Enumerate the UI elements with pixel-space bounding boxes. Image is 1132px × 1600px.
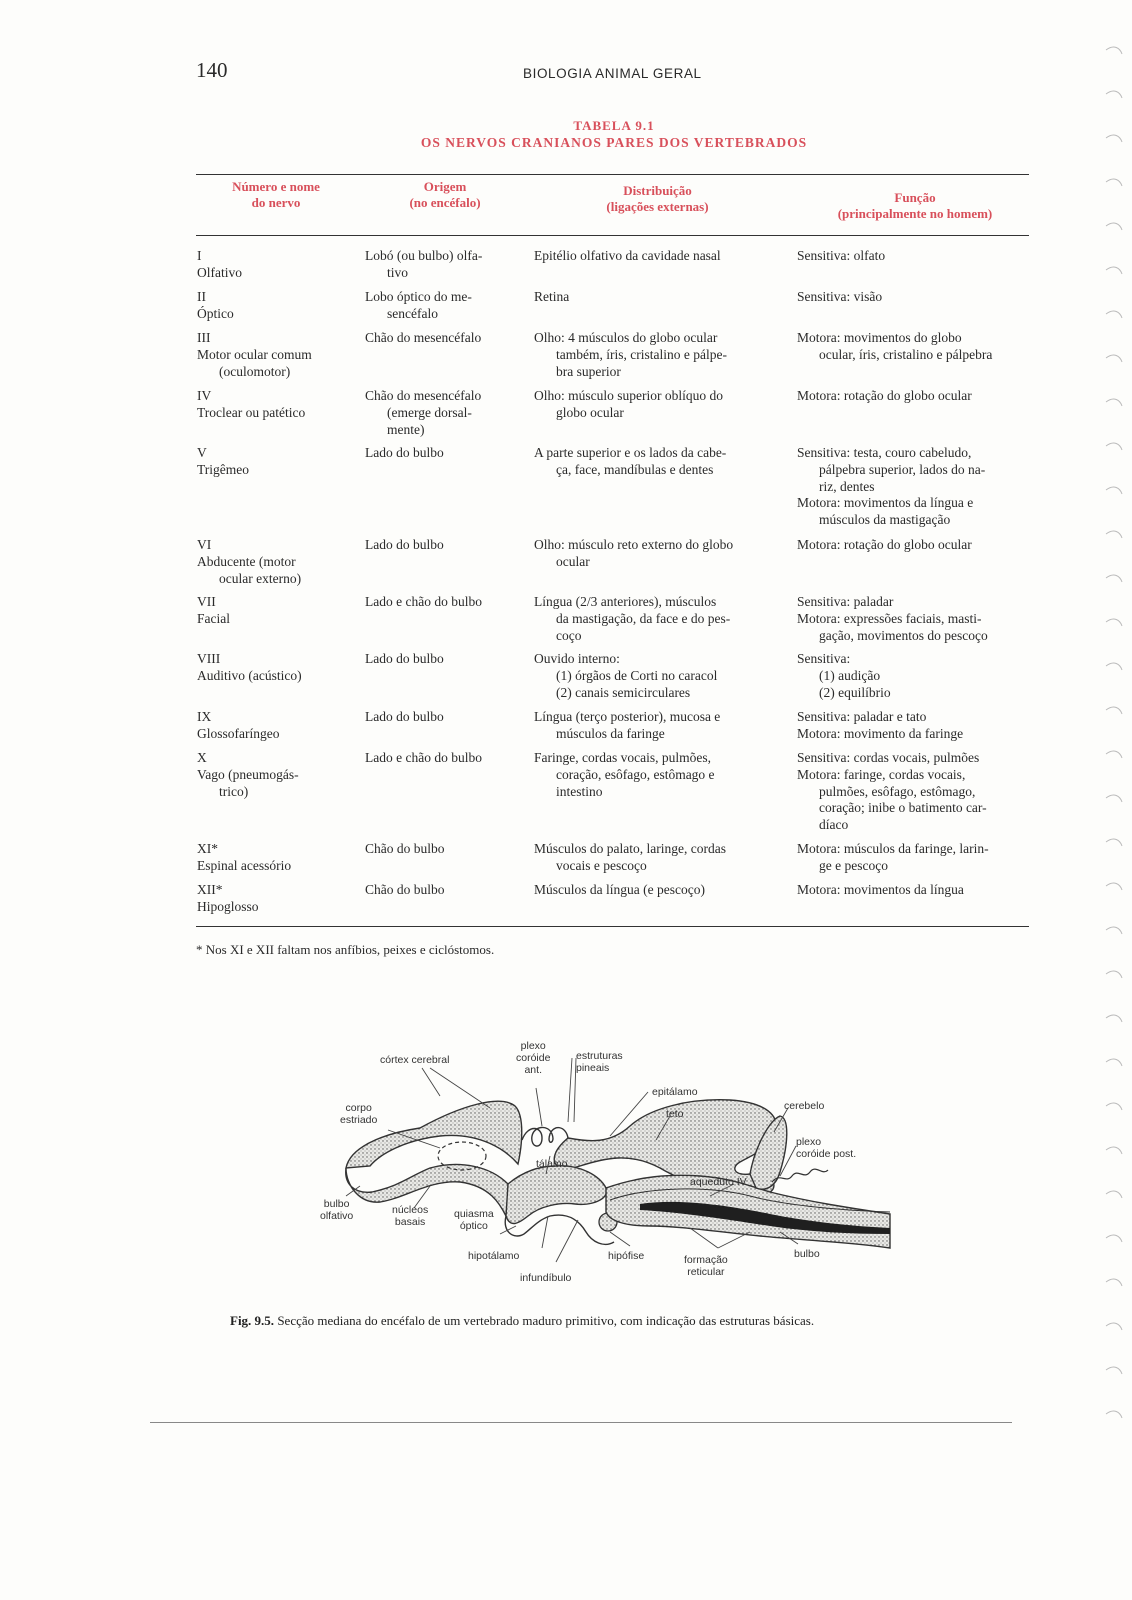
table-cell-line: Motora: movimentos do globo bbox=[797, 330, 962, 345]
table-cell-line: IV bbox=[197, 388, 212, 403]
label-anterior-choroid-plexus: plexo coróide ant. bbox=[516, 1040, 551, 1076]
table-cell-line: tivo bbox=[387, 264, 409, 280]
binding-hole-mark bbox=[1106, 311, 1122, 318]
table-cell-line: Trigêmeo bbox=[197, 461, 250, 477]
table-cell-line: Motora: músculos da faringe, larin- bbox=[797, 841, 989, 856]
table-cell bbox=[797, 594, 1028, 644]
label-reticular-formation: formação reticular bbox=[684, 1254, 728, 1278]
table-cell bbox=[197, 594, 357, 628]
label-tectum: teto bbox=[666, 1108, 684, 1120]
binding-hole-mark bbox=[1106, 223, 1122, 230]
table-cell bbox=[797, 709, 1028, 743]
column-header-line: do nervo bbox=[251, 195, 301, 210]
table-cell-line: Retina bbox=[534, 289, 570, 304]
table-cell-line: Espinal acessório bbox=[197, 857, 292, 873]
column-header-line: Função bbox=[894, 190, 936, 205]
binding-hole-mark bbox=[1106, 1235, 1122, 1242]
binding-hole-mark bbox=[1106, 971, 1122, 978]
column-header-line: Distribuição bbox=[623, 183, 692, 198]
binding-hole-mark bbox=[1106, 751, 1122, 758]
label-infundibulum: infundíbulo bbox=[520, 1272, 572, 1284]
table-cell-line: Olfativo bbox=[197, 264, 242, 280]
table-cell bbox=[534, 882, 766, 899]
binding-hole-mark bbox=[1106, 267, 1122, 274]
table-footnote: * Nos XI e XII faltam nos anfíbios, peixes e ciclóstomos. bbox=[196, 942, 495, 957]
table-cell-line: ocular, íris, cristalino e pálpebra bbox=[819, 346, 993, 362]
column-header-line: Origem bbox=[423, 179, 467, 194]
label-optic-chiasm: quiasma óptico bbox=[454, 1208, 494, 1232]
table-cell-line: X bbox=[197, 750, 207, 765]
column-header-line: Número e nome bbox=[232, 179, 320, 194]
table-cell bbox=[197, 750, 357, 800]
table-cell bbox=[197, 289, 357, 323]
table-cell bbox=[534, 445, 766, 479]
table-cell-line: Músculos do palato, laringe, cordas bbox=[534, 841, 726, 856]
binding-hole-mark bbox=[1106, 1411, 1122, 1418]
table-cell bbox=[365, 537, 505, 554]
table-cell-line: XII* bbox=[197, 882, 223, 897]
binding-hole-mark bbox=[1106, 487, 1122, 494]
label-basal-nuclei: núcleos basais bbox=[392, 1204, 429, 1228]
label-epithalamus: epitálamo bbox=[652, 1086, 698, 1098]
table-cell bbox=[797, 248, 1028, 265]
table-cell bbox=[797, 330, 1028, 364]
table-cell-line: pulmões, esôfago, estômago, bbox=[819, 783, 976, 799]
table-cell-line: Lobo óptico do me- bbox=[365, 289, 472, 304]
table-cell-line: Língua (terço posterior), mucosa e bbox=[534, 709, 721, 724]
binding-hole-mark bbox=[1106, 839, 1122, 846]
table-cell bbox=[365, 445, 505, 462]
column-header bbox=[196, 179, 356, 211]
table-cell-line: Lado do bulbo bbox=[365, 537, 444, 552]
table-cell bbox=[365, 248, 505, 282]
binding-hole-mark bbox=[1106, 47, 1122, 54]
table-cell-line: Motora: rotação do globo ocular bbox=[797, 537, 972, 552]
table-cell-line: XI* bbox=[197, 841, 218, 856]
table-cell-line: Olho: 4 músculos do globo ocular bbox=[534, 330, 718, 345]
table-cell-line: músculos da mastigação bbox=[819, 512, 951, 528]
table-cell bbox=[197, 445, 357, 479]
table-cell-line: Motor ocular comum bbox=[197, 346, 312, 362]
table-cell bbox=[197, 709, 357, 743]
page-number: 140 bbox=[196, 58, 228, 82]
table-cell bbox=[797, 289, 1028, 306]
table-cell-line: Lado e chão do bulbo bbox=[365, 750, 482, 765]
label-pineal-structures: estruturas pineais bbox=[576, 1050, 623, 1074]
table-cell bbox=[797, 445, 1028, 529]
binding-hole-mark bbox=[1106, 355, 1122, 362]
table-cell-line: Chão do bulbo bbox=[365, 841, 445, 856]
table-cell-line: (1) órgãos de Corti no caracol bbox=[556, 667, 718, 683]
table-cell bbox=[197, 882, 357, 916]
binding-hole-mark bbox=[1106, 91, 1122, 98]
table-cell bbox=[797, 388, 1028, 405]
table-cell-line: Sensitiva: visão bbox=[797, 289, 883, 304]
table-cell-line: Faringe, cordas vocais, pulmões, bbox=[534, 750, 711, 765]
table-cell bbox=[365, 651, 505, 668]
figure-caption bbox=[230, 1313, 814, 1329]
binding-hole-mark bbox=[1106, 135, 1122, 142]
binding-hole-mark bbox=[1106, 1147, 1122, 1154]
table-cell-line: Olho: músculo reto externo do globo bbox=[534, 537, 734, 552]
table-cell-line: ça, face, mandíbulas e dentes bbox=[556, 461, 714, 477]
table-cell-line: Vago (pneumogás- bbox=[197, 766, 299, 782]
binding-marks bbox=[1100, 40, 1126, 1440]
binding-hole-mark bbox=[1106, 619, 1122, 626]
binding-hole-mark bbox=[1106, 795, 1122, 802]
table-cell-line: intestino bbox=[556, 783, 603, 799]
table-cell-line: mente) bbox=[387, 421, 425, 437]
table-cell bbox=[534, 330, 766, 380]
table-cell-line: coço bbox=[556, 627, 582, 643]
table-cell-line: VIII bbox=[197, 651, 221, 666]
column-header bbox=[535, 183, 780, 215]
table-cell-line: Lado do bulbo bbox=[365, 651, 444, 666]
binding-hole-mark bbox=[1106, 1279, 1122, 1286]
table-cell-line: Óptico bbox=[197, 305, 234, 321]
table-cell-line: III bbox=[197, 330, 211, 345]
table-cell-line: Troclear ou patético bbox=[197, 404, 306, 420]
binding-hole-mark bbox=[1106, 663, 1122, 670]
table-cell-line: Olho: músculo superior oblíquo do bbox=[534, 388, 723, 403]
table-cell bbox=[534, 594, 766, 644]
label-hypophysis: hipófise bbox=[608, 1250, 645, 1262]
label-cortex-cerebral: córtex cerebral bbox=[380, 1054, 450, 1066]
table-cell-line: Sensitiva: cordas vocais, pulmões bbox=[797, 750, 980, 765]
table-cell-line: ocular bbox=[556, 553, 590, 569]
table-cell-line: Epitélio olfativo da cavidade nasal bbox=[534, 248, 721, 263]
table-cell bbox=[797, 651, 1028, 701]
table-header-rule bbox=[196, 235, 1029, 236]
table-cell-line: (2) equilíbrio bbox=[819, 684, 891, 700]
table-cell bbox=[197, 330, 357, 380]
table-cell-line: Auditivo (acústico) bbox=[197, 667, 302, 683]
table-cell-line: II bbox=[197, 289, 206, 304]
table-cell-line: Motora: movimento da faringe bbox=[797, 725, 964, 741]
table-cell bbox=[197, 651, 357, 685]
table-cell bbox=[365, 330, 505, 347]
table-cell-line: Motora: rotação do globo ocular bbox=[797, 388, 972, 403]
table-cell-line: VII bbox=[197, 594, 216, 609]
anterior-choroid-plexus bbox=[522, 1127, 568, 1146]
binding-hole-mark bbox=[1106, 1015, 1122, 1022]
table-cell-line: (2) canais semicirculares bbox=[556, 684, 691, 700]
running-title: BIOLOGIA ANIMAL GERAL bbox=[523, 66, 702, 81]
table-cell-line: Motora: faringe, cordas vocais, bbox=[797, 766, 966, 782]
binding-hole-mark bbox=[1106, 1323, 1122, 1330]
table-cell bbox=[365, 709, 505, 726]
table-cell-line: Hipoglosso bbox=[197, 898, 259, 914]
page-bottom-edge bbox=[150, 1422, 1012, 1423]
table-title: OS NERVOS CRANIANOS PARES DOS VERTEBRADOS bbox=[420, 135, 808, 150]
table-cell-line: coração, esôfago, estômago e bbox=[556, 766, 715, 782]
binding-hole-mark bbox=[1106, 1367, 1122, 1374]
column-header-line: (ligações externas) bbox=[606, 199, 709, 214]
table-cell-line: ocular externo) bbox=[219, 570, 302, 586]
table-cell-line: Sensitiva: testa, couro cabeludo, bbox=[797, 445, 972, 460]
column-header-line: (no encéfalo) bbox=[409, 195, 481, 210]
table-cell bbox=[197, 248, 357, 282]
table-cell bbox=[365, 841, 505, 858]
column-header-line: (principalmente no homem) bbox=[837, 206, 993, 221]
table-cell bbox=[797, 750, 1028, 834]
table-cell-line: pálpebra superior, lados do na- bbox=[819, 461, 986, 477]
label-corpus-striatum: corpo estriado bbox=[340, 1102, 378, 1126]
table-cell-line: sencéfalo bbox=[387, 305, 438, 321]
binding-hole-mark bbox=[1106, 883, 1122, 890]
table-cell-line: Sensitiva: paladar e tato bbox=[797, 709, 927, 724]
table-cell-line: Motora: expressões faciais, masti- bbox=[797, 610, 982, 626]
table-cell-line: Ouvido interno: bbox=[534, 651, 620, 666]
label-olfactory-bulb: bulbo olfativo bbox=[320, 1198, 354, 1222]
binding-hole-mark bbox=[1106, 531, 1122, 538]
table-number: TABELA 9.1 bbox=[573, 118, 655, 133]
binding-hole-mark bbox=[1106, 575, 1122, 582]
table-cell bbox=[365, 388, 505, 438]
table-top-rule bbox=[196, 174, 1029, 175]
table-cell-line: Sensitiva: olfato bbox=[797, 248, 886, 263]
table-cell-line: VI bbox=[197, 537, 212, 552]
label-thalamus: tálamo bbox=[536, 1158, 568, 1170]
table-cell bbox=[197, 537, 357, 587]
binding-hole-mark bbox=[1106, 399, 1122, 406]
table-cell-line: vocais e pescoço bbox=[556, 857, 647, 873]
table-cell bbox=[534, 651, 766, 701]
table-cell-line: IX bbox=[197, 709, 212, 724]
table-cell-line: Sensitiva: paladar bbox=[797, 594, 894, 609]
table-cell-line: I bbox=[197, 248, 202, 263]
binding-hole-mark bbox=[1106, 1059, 1122, 1066]
table-cell-line: Sensitiva: bbox=[797, 651, 851, 666]
table-cell-line: Lobó (ou bulbo) olfa- bbox=[365, 248, 483, 263]
table-bottom-rule bbox=[196, 926, 1029, 927]
label-medulla: bulbo bbox=[794, 1248, 820, 1260]
table-cell-line: Glossofaríngeo bbox=[197, 725, 280, 741]
figure-caption-text: Secção mediana do encéfalo de um vertebrado maduro primitivo, com indicação das estruturas básicas. bbox=[277, 1313, 815, 1328]
label-hypothalamus: hipotálamo bbox=[468, 1250, 520, 1262]
table-cell-line: também, íris, cristalino e pálpe- bbox=[556, 346, 727, 362]
table-cell bbox=[534, 289, 766, 306]
table-cell-line: Chão do bulbo bbox=[365, 882, 445, 897]
binding-hole-mark bbox=[1106, 927, 1122, 934]
binding-hole-mark bbox=[1106, 443, 1122, 450]
table-cell bbox=[534, 709, 766, 743]
table-cell-line: V bbox=[197, 445, 207, 460]
binding-hole-mark bbox=[1106, 707, 1122, 714]
table-cell-line: Língua (2/3 anteriores), músculos bbox=[534, 594, 717, 609]
table-cell bbox=[197, 388, 357, 422]
table-cell-line: (1) audição bbox=[819, 667, 881, 683]
figure-caption-number: Fig. 9.5. bbox=[230, 1313, 275, 1328]
table-cell bbox=[534, 750, 766, 800]
table-cell-line: globo ocular bbox=[556, 404, 624, 420]
table-cell bbox=[797, 882, 1028, 899]
table-cell-line: da mastigação, da face e do pes- bbox=[556, 610, 731, 626]
binding-hole-mark bbox=[1106, 1191, 1122, 1198]
table-cell bbox=[365, 882, 505, 899]
table-cell-line: Lado do bulbo bbox=[365, 445, 444, 460]
table-cell bbox=[797, 537, 1028, 554]
label-posterior-choroid-plexus: plexo coróide post. bbox=[796, 1136, 857, 1160]
table-cell-line: Músculos da língua (e pescoço) bbox=[534, 882, 705, 897]
table-cell-line: gação, movimentos do pescoço bbox=[819, 627, 988, 643]
table-cell bbox=[534, 537, 766, 571]
table-cell-line: ge e pescoço bbox=[819, 857, 888, 873]
table-cell bbox=[365, 289, 505, 323]
table-cell bbox=[534, 841, 766, 875]
column-header bbox=[800, 190, 1030, 222]
table-cell-line: Chão do mesencéfalo bbox=[365, 330, 482, 345]
table-cell-line: díaco bbox=[819, 817, 849, 833]
label-cerebellum: cerebelo bbox=[784, 1100, 825, 1112]
table-cell-line: Motora: movimentos da língua e bbox=[797, 495, 974, 511]
table-cell bbox=[365, 594, 505, 611]
table-cell bbox=[365, 750, 505, 767]
table-cell-line: músculos da faringe bbox=[556, 725, 665, 741]
table-cell-line: (oculomotor) bbox=[219, 363, 291, 379]
table-cell bbox=[197, 841, 357, 875]
table-cell-line: Motora: movimentos da língua bbox=[797, 882, 964, 897]
table-cell bbox=[534, 248, 766, 265]
table-cell bbox=[797, 841, 1028, 875]
table-cell-line: Lado e chão do bulbo bbox=[365, 594, 482, 609]
table-cell-line: bra superior bbox=[556, 363, 621, 379]
table-cell-line: (emerge dorsal- bbox=[387, 404, 472, 420]
column-header bbox=[365, 179, 525, 211]
binding-hole-mark bbox=[1106, 179, 1122, 186]
brain-section-figure bbox=[310, 1036, 910, 1296]
table-cell bbox=[534, 388, 766, 422]
table-cell-line: A parte superior e os lados da cabe- bbox=[534, 445, 727, 460]
table-cell-line: Abducente (motor bbox=[197, 553, 296, 569]
table-cell-line: trico) bbox=[219, 783, 249, 799]
table-cell-line: riz, dentes bbox=[819, 478, 875, 494]
table-cell-line: Lado do bulbo bbox=[365, 709, 444, 724]
binding-hole-mark bbox=[1106, 1103, 1122, 1110]
table-cell-line: Facial bbox=[197, 610, 230, 626]
table-cell-line: Chão do mesencéfalo bbox=[365, 388, 482, 403]
table-cell-line: coração; inibe o batimento car- bbox=[819, 800, 987, 816]
label-aqueduct: aqueduto IV bbox=[690, 1176, 747, 1188]
